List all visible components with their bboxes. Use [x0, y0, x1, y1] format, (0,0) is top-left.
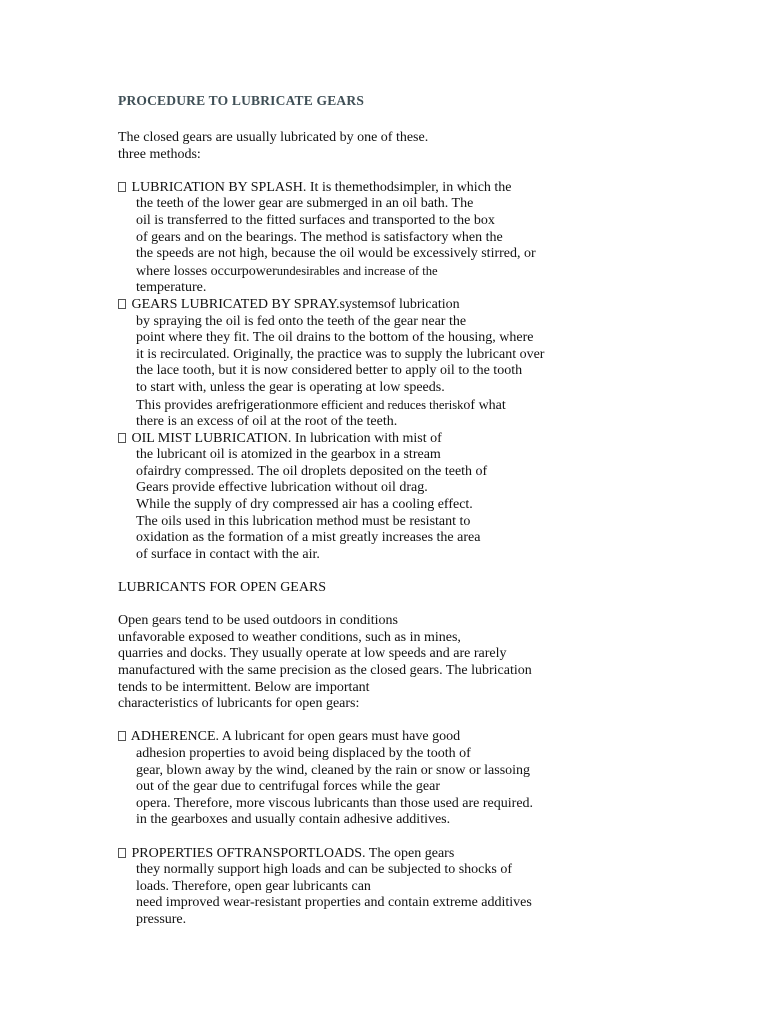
text-line — [118, 397, 738, 415]
text-line: Gears provide effective lubrication without oil drag. — [136, 480, 428, 496]
document-body — [118, 92, 738, 929]
bullet-item — [118, 846, 738, 863]
text-line: it is recirculated. Originally, the practice was to supply the lubricant over — [136, 346, 545, 362]
text-line: need improved wear-resistant properties and contain extreme additives — [136, 895, 532, 911]
bullet-box-icon — [118, 182, 126, 192]
text-line: oil is transferred to the fitted surfaces and transported to the box — [136, 212, 495, 228]
bullet-box-icon — [118, 299, 126, 309]
text-segment: where losses occurpower — [136, 263, 277, 279]
section-heading: LUBRICANTS FOR OPEN GEARS — [118, 580, 327, 596]
intro-line: three methods: — [118, 146, 201, 162]
page-title: PROCEDURE TO LUBRICATE GEARS — [118, 93, 365, 108]
bullet-text: LUBRICATION BY SPLASH. It is themethodsimpler, in which the — [131, 179, 512, 195]
text-line: in the gearboxes and usually contain adhesive additives. — [136, 812, 451, 828]
bullet-box-icon — [118, 433, 126, 443]
text-line: there is an excess of oil at the root of the teeth. — [136, 414, 398, 430]
text-line: loads. Therefore, open gear lubricants can — [136, 878, 371, 894]
bullet-item — [118, 431, 738, 448]
text-line: The oils used in this lubrication method must be resistant to — [136, 513, 471, 529]
text-line: pressure. — [136, 911, 187, 927]
text-line: the lace tooth, but it is now considered better to apply oil to the tooth — [136, 363, 523, 379]
text-line: characteristics of lubricants for open gears: — [118, 696, 360, 712]
bullet-text: GEARS LUBRICATED BY SPRAY.systemsof lubrication — [131, 296, 460, 312]
text-line: adhesion properties to avoid being displaced by the tooth of — [136, 745, 471, 761]
text-line: gear, blown away by the wind, cleaned by the rain or snow or lassoing — [136, 762, 531, 778]
text-line: tends to be intermittent. Below are important — [118, 679, 370, 695]
text-line: the teeth of the lower gear are submerged in an oil bath. The — [136, 196, 474, 212]
text-line: to start with, unless the gear is operating at low speeds. — [136, 379, 445, 395]
text-line: by spraying the oil is fed onto the teeth of the gear near the — [136, 313, 467, 329]
bullet-text: ADHERENCE. A lubricant for open gears must have good — [130, 729, 461, 745]
text-line — [118, 263, 738, 281]
text-line: unfavorable exposed to weather conditions, such as in mines, — [118, 629, 461, 645]
text-line: the speeds are not high, because the oil would be excessively stirred, or — [136, 246, 536, 262]
text-segment: of what — [463, 397, 506, 413]
text-line: opera. Therefore, more viscous lubricants than those used are required. — [136, 795, 534, 811]
text-line: of gears and on the bearings. The method is satisfactory when the — [136, 229, 503, 245]
bullet-item — [118, 297, 738, 314]
text-line: manufactured with the same precision as the closed gears. The lubrication — [118, 663, 532, 678]
text-line: they normally support high loads and can be subjected to shocks of — [136, 862, 512, 878]
text-line: point where they fit. The oil drains to the bottom of the housing, where — [136, 330, 534, 346]
bullet-text: OIL MIST LUBRICATION. In lubrication with mist of — [131, 430, 442, 446]
bullet-box-icon — [118, 731, 126, 741]
text-line: While the supply of dry compressed air has a cooling effect. — [136, 497, 473, 513]
bullet-text: PROPERTIES OFTRANSPORTLOADS. The open gears — [131, 845, 455, 861]
intro-line: The closed gears are usually lubricated by one of these. — [118, 130, 429, 145]
text-segment: This provides arefrigeration — [136, 397, 293, 413]
text-line: out of the gear due to centrifugal forces while the gear — [136, 779, 440, 795]
text-segment-small: undesirables and increase of the — [276, 263, 438, 278]
text-line: oxidation as the formation of a mist greatly increases the area — [136, 530, 481, 546]
text-line: ofairdry compressed. The oil droplets deposited on the teeth of — [136, 463, 488, 479]
text-line: quarries and docks. They usually operate at low speeds and are rarely — [118, 646, 507, 662]
text-line: Open gears tend to be used outdoors in conditions — [118, 613, 398, 629]
bullet-box-icon — [118, 848, 126, 858]
text-segment-small: more efficient and reduces therisk — [292, 397, 464, 412]
bullet-item — [118, 729, 738, 746]
bullet-item — [118, 180, 738, 197]
text-line: temperature. — [136, 280, 207, 296]
text-line: the lubricant oil is atomized in the gearbox in a stream — [136, 447, 441, 463]
text-line: of surface in contact with the air. — [136, 546, 320, 562]
